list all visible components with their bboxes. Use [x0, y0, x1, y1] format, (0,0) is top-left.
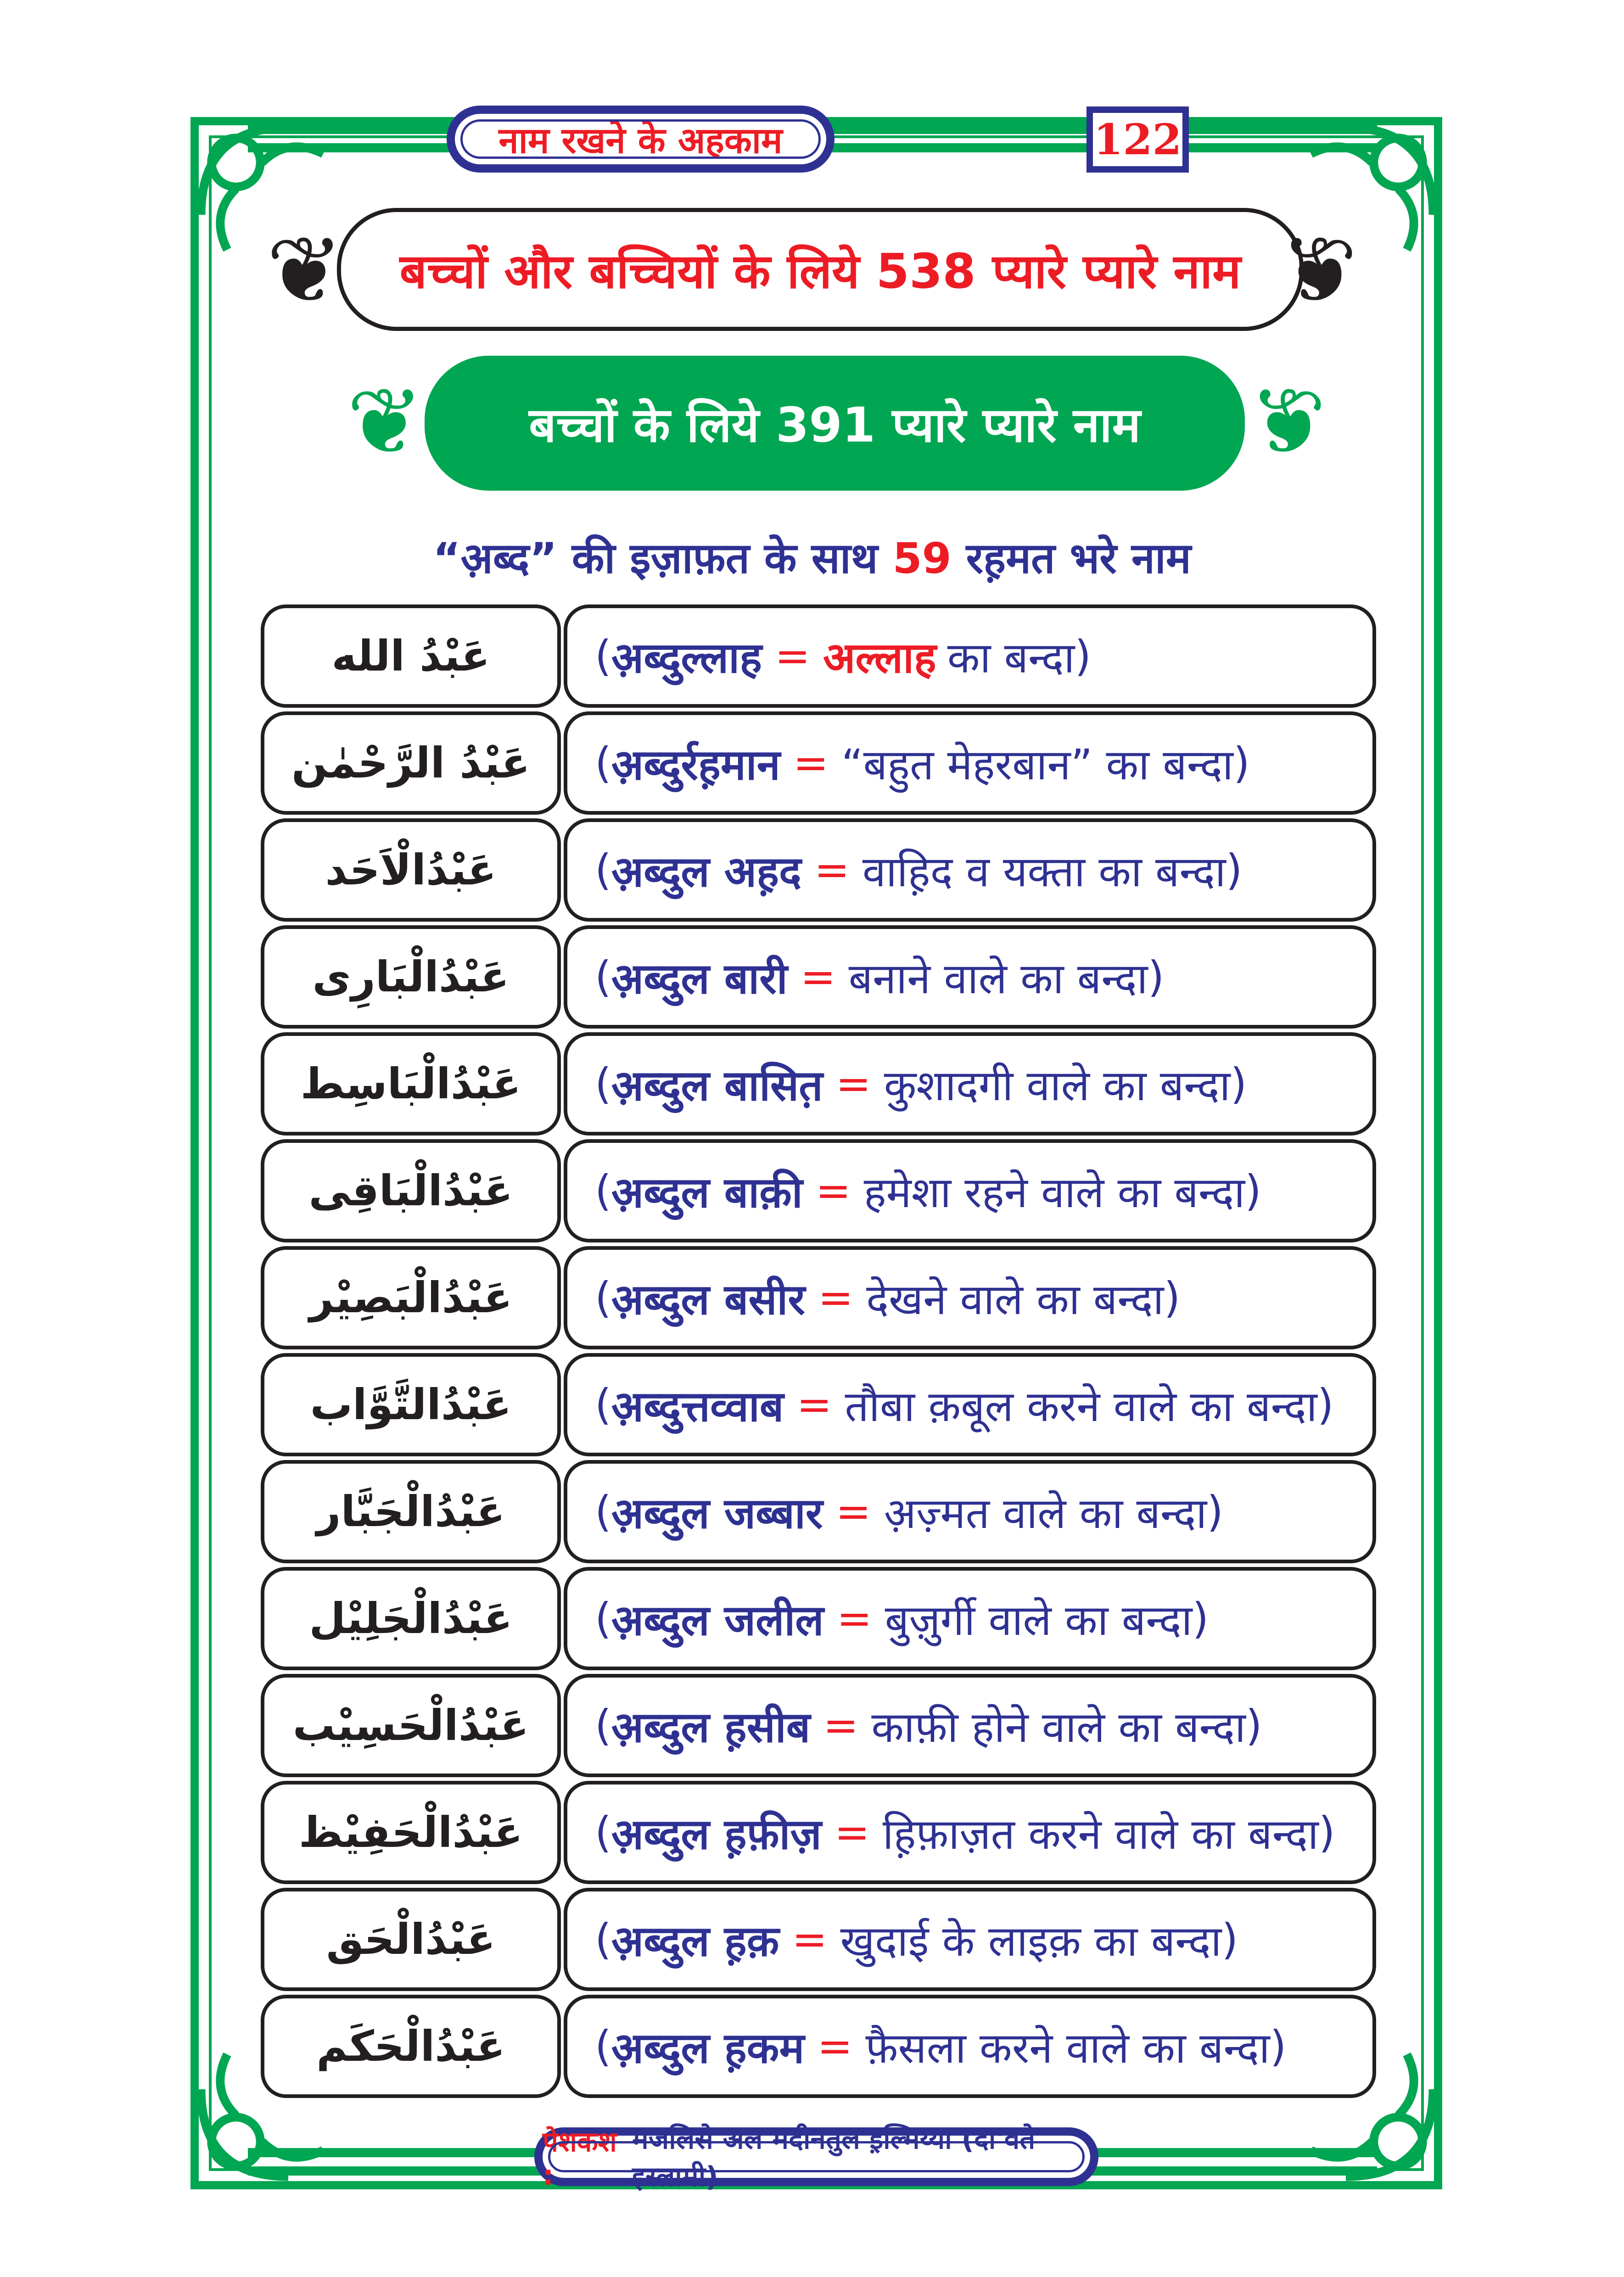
- section-right-ornament-icon: ❦: [1249, 369, 1327, 476]
- title-right-ornament-icon: ❦: [1281, 217, 1358, 324]
- table-row: [261, 1995, 1376, 2102]
- hindi-name: अ़ब्दुल बासित़: [611, 1061, 823, 1110]
- book-title: नाम रखने के अहकाम: [498, 120, 783, 162]
- name-meaning: [564, 1139, 1376, 1242]
- paren-open: (: [595, 1915, 611, 1964]
- arabic-name: عَبْدُالْبَاقِی: [261, 1139, 561, 1242]
- name-meaning: [564, 1674, 1376, 1777]
- arabic-name: عَبْدُالْجَبَّار: [261, 1460, 561, 1563]
- paren-close: ): [1221, 1915, 1238, 1964]
- section-left-ornament-icon: ❦: [347, 369, 424, 476]
- arabic-name: عَبْدُالْحَکَم: [261, 1995, 561, 2098]
- arabic-name: عَبْدُ الرَّحْمٰن: [261, 711, 561, 815]
- equals-sign: =: [792, 1915, 828, 1964]
- equals-sign: =: [800, 952, 836, 1001]
- name-meaning: [564, 1032, 1376, 1136]
- name-meaning: [564, 925, 1376, 1029]
- meaning: अ़ज़्मत वाले का बन्दा: [884, 1489, 1207, 1538]
- table-row: [261, 1567, 1376, 1674]
- arabic-name: عَبْدُالْحَق: [261, 1888, 561, 1991]
- page-number: 122: [1086, 106, 1189, 173]
- meaning: बनाने वाले का बन्दा: [848, 954, 1148, 1003]
- name-meaning: [564, 1460, 1376, 1563]
- paren-open: (: [595, 738, 611, 788]
- table-row: [261, 1674, 1376, 1781]
- highlight-word: अल्लाह: [823, 633, 936, 683]
- hindi-name: अ़ब्दुल बसीर: [611, 1275, 806, 1324]
- equals-sign: =: [836, 1594, 872, 1643]
- name-meaning: [564, 1888, 1376, 1991]
- meaning: खुदाई के लाइक़ का बन्दा: [840, 1917, 1222, 1966]
- name-meaning: [564, 711, 1376, 815]
- arabic-name: عَبْدُالْحَفِیْظ: [261, 1781, 561, 1884]
- equals-sign: =: [796, 1380, 832, 1429]
- table-row: [261, 1139, 1376, 1246]
- paren-close: ): [1207, 1487, 1224, 1536]
- meaning: का बन्दा: [947, 633, 1075, 683]
- meaning: तौबा क़बूल करने वाले का बन्दा: [845, 1382, 1317, 1431]
- hindi-name: अ़ब्दुल बाक़ी: [611, 1168, 803, 1217]
- table-row: [261, 1246, 1376, 1353]
- names-table: [261, 604, 1376, 2102]
- name-meaning: [564, 1995, 1376, 2098]
- page-title: बच्चों और बच्चियों के लिये 538 प्यारे प्यारे नाम: [399, 243, 1241, 299]
- name-meaning: [564, 1246, 1376, 1349]
- arabic-name: عَبْدُالْاَحَد: [261, 818, 561, 922]
- meaning: कुशादगी वाले का बन्दा: [884, 1061, 1231, 1110]
- paren-close: ): [1245, 1701, 1262, 1750]
- paren-open: (: [595, 952, 611, 1001]
- meaning: काफ़ी होने वाले का बन्दा: [871, 1703, 1246, 1752]
- table-row: [261, 1460, 1376, 1567]
- paren-close: ): [1245, 1166, 1261, 1215]
- paren-close: ): [1148, 952, 1165, 1001]
- section-title-banner: [425, 356, 1245, 491]
- subtitle: [0, 528, 1624, 585]
- title-left-ornament-icon: ❦: [266, 217, 343, 324]
- name-meaning: [564, 818, 1376, 922]
- meaning: फ़ैसला करने वाले का बन्दा: [865, 2024, 1270, 2073]
- paren-open: (: [595, 2022, 611, 2071]
- arabic-name: عَبْدُالْحَسِیْب: [261, 1674, 561, 1777]
- footer-text: मजलिसे अल मदीनतुल इ़ल्मिय्या (दा'वते इस्लामी): [632, 2123, 1036, 2193]
- paren-close: ): [1075, 632, 1092, 681]
- paren-close: ): [1270, 2022, 1287, 2071]
- paren-open: (: [595, 1380, 611, 1429]
- table-row: [261, 1032, 1376, 1139]
- arabic-name: عَبْدُالْبَاسِط: [261, 1032, 561, 1136]
- subtitle-after: रह़मत भरे नाम: [966, 534, 1191, 583]
- book-title-pill: [447, 106, 834, 173]
- footer-pill: [534, 2123, 1098, 2193]
- hindi-name: अ़ब्दुल ह़क़: [611, 1917, 779, 1966]
- paren-close: ): [1233, 738, 1250, 788]
- hindi-name: अ़ब्दुत्तव्वाब: [611, 1382, 784, 1431]
- equals-sign: =: [815, 1166, 851, 1215]
- paren-open: (: [595, 1059, 611, 1108]
- paren-close: ): [1164, 1273, 1181, 1322]
- arabic-name: عَبْدُ الله: [261, 604, 561, 708]
- hindi-name: अ़ब्दुल ह़कम: [611, 2024, 805, 2073]
- equals-sign: =: [823, 1701, 859, 1750]
- subtitle-count: 59: [892, 534, 952, 583]
- table-row: [261, 1353, 1376, 1460]
- arabic-name: عَبْدُالْبَارِی: [261, 925, 561, 1029]
- paren-open: (: [595, 632, 611, 681]
- equals-sign: =: [814, 845, 850, 895]
- hindi-name: अ़ब्दुल ह़सीब: [611, 1703, 811, 1752]
- page-title-banner: [337, 208, 1304, 331]
- paren-close: ): [1230, 1059, 1247, 1108]
- paren-close: ): [1192, 1594, 1209, 1643]
- hindi-name: अ़ब्दुल बारी: [611, 954, 788, 1003]
- hindi-name: अ़ब्दुर्रह़मान: [611, 740, 780, 789]
- footer-label: पेशकश :: [543, 2126, 617, 2192]
- meaning: वाह़िद व यक्ता का बन्दा: [862, 847, 1226, 896]
- meaning: बुज़ुर्गी वाले का बन्दा: [885, 1596, 1193, 1645]
- paren-close: ): [1318, 1808, 1335, 1857]
- hindi-name: अ़ब्दुल्लाह: [611, 633, 762, 683]
- equals-sign: =: [834, 1808, 870, 1857]
- table-row: [261, 925, 1376, 1032]
- table-row: [261, 1781, 1376, 1888]
- hindi-name: अ़ब्दुल जलील: [611, 1596, 824, 1645]
- name-meaning: [564, 1567, 1376, 1670]
- section-title: बच्चों के लिये 391 प्यारे प्यारे नाम: [529, 397, 1141, 453]
- paren-close: ): [1226, 845, 1243, 895]
- paren-open: (: [595, 845, 611, 895]
- name-meaning: [564, 604, 1376, 708]
- equals-sign: =: [774, 632, 811, 681]
- paren-close: ): [1317, 1380, 1334, 1429]
- meaning: ह़िफ़ाज़त करने वाले का बन्दा: [882, 1810, 1319, 1859]
- table-row: [261, 711, 1376, 818]
- paren-open: (: [595, 1701, 611, 1750]
- paren-open: (: [595, 1487, 611, 1536]
- hindi-name: अ़ब्दुल जब्बार: [611, 1489, 823, 1538]
- name-meaning: [564, 1353, 1376, 1456]
- hindi-name: अ़ब्दुल ह़फ़ीज़: [611, 1810, 822, 1859]
- arabic-name: عَبْدُالْجَلِیْل: [261, 1567, 561, 1670]
- arabic-name: عَبْدُالتَّوَّاب: [261, 1353, 561, 1456]
- equals-sign: =: [835, 1059, 871, 1108]
- paren-open: (: [595, 1594, 611, 1643]
- table-row: [261, 604, 1376, 711]
- paren-open: (: [595, 1166, 611, 1215]
- equals-sign: =: [793, 738, 829, 788]
- equals-sign: =: [817, 2022, 853, 2071]
- equals-sign: =: [818, 1273, 854, 1322]
- equals-sign: =: [835, 1487, 871, 1536]
- meaning: देखने वाले का बन्दा: [866, 1275, 1164, 1324]
- arabic-name: عَبْدُالْبَصِیْر: [261, 1246, 561, 1349]
- table-row: [261, 1888, 1376, 1995]
- hindi-name: अ़ब्दुल अह़द: [611, 847, 801, 896]
- meaning: “बहुत मेहरबान” का बन्दा: [841, 740, 1233, 789]
- paren-open: (: [595, 1273, 611, 1322]
- subtitle-before: “अ़ब्द” की इज़ाफ़त के साथ: [433, 534, 878, 583]
- paren-open: (: [595, 1808, 611, 1857]
- meaning: हमेशा रहने वाले का बन्दा: [863, 1168, 1245, 1217]
- name-meaning: [564, 1781, 1376, 1884]
- table-row: [261, 818, 1376, 925]
